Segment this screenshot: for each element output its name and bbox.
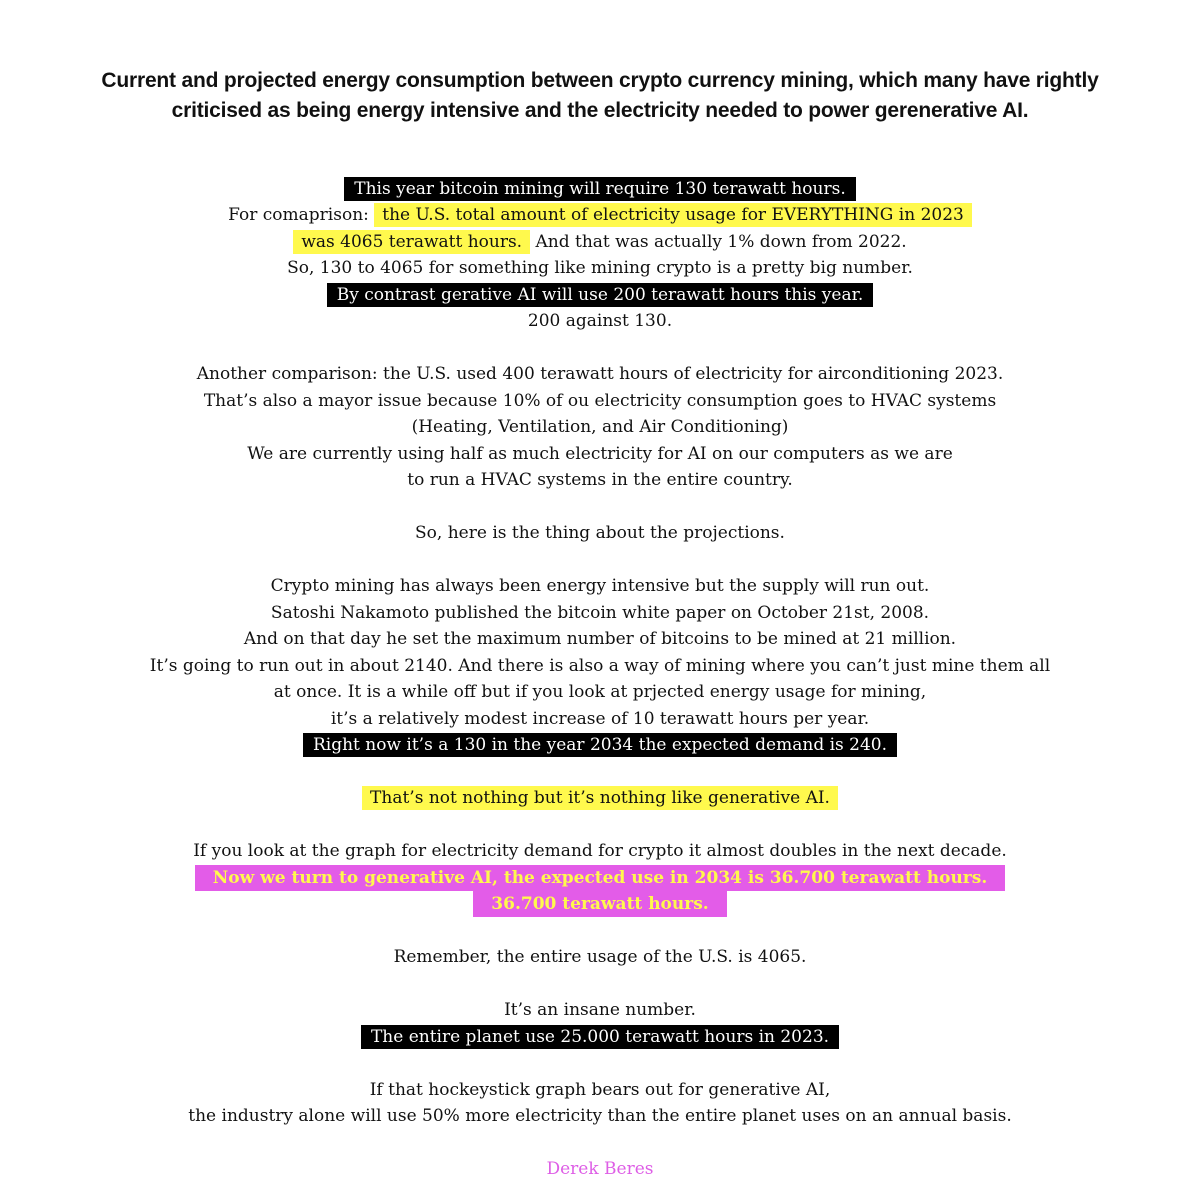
text-line <box>0 1024 1200 1051</box>
black-highlight: This year bitcoin mining will require 130 terawatt hours. <box>344 177 856 201</box>
text-line: If you look at the graph for electricity demand for crypto it almost doubles in the next decade. <box>193 841 1007 861</box>
text-line: Remember, the entire usage of the U.S. is 4065. <box>393 947 807 967</box>
heading-line: Current and projected energy consumption between crypto currency mining, which many have rightly <box>101 69 1099 92</box>
text-line: It’s an insane number. <box>504 1000 696 1020</box>
text-line: to run a HVAC systems in the entire country. <box>407 470 793 490</box>
text-line: it’s a relatively modest increase of 10 terawatt hours per year. <box>330 708 870 729</box>
text-line: We are currently using half as much electricity for AI on our computers as we are <box>247 443 953 464</box>
text-line: That’s also a mayor issue because 10% of ou electricity consumption goes to HVAC systems <box>203 390 997 411</box>
text-line: Another comparison: the U.S. used 400 terawatt hours of electricity for airconditioning 2023. <box>196 364 1004 384</box>
text-line: Satoshi Nakamoto published the bitcoin white paper on October 21st, 2008. <box>270 602 930 623</box>
text-line <box>0 732 1200 759</box>
text-line <box>0 282 1200 309</box>
text-line: And on that day he set the maximum number of bitcoins to be mined at 21 million. <box>243 629 957 649</box>
text-line: So, here is the thing about the projections. <box>415 523 785 543</box>
black-highlight: By contrast gerative AI will use 200 terawatt hours this year. <box>327 283 874 307</box>
black-highlight: The entire planet use 25.000 terawatt hours in 2023. <box>361 1025 839 1049</box>
signature: Derek Beres <box>546 1159 654 1179</box>
text-line <box>0 176 1200 203</box>
text-line: Crypto mining has always been energy intensive but the supply will run out. <box>270 576 930 596</box>
text-line <box>0 202 1200 229</box>
text-line: So, 130 to 4065 for something like mining crypto is a pretty big number. <box>287 258 913 278</box>
text-line: It’s going to run out in about 2140. And there is also a way of mining where you can’t just mine them all <box>149 655 1051 676</box>
text-span: And that was actually 1% down from 2022. <box>530 231 907 252</box>
text-line: (Heating, Ventilation, and Air Conditioning) <box>411 417 789 437</box>
text-line: at once. It is a while off but if you look at prjected energy usage for mining, <box>273 682 927 702</box>
yellow-highlight: the U.S. total amount of electricity usage for EVERYTHING in 2023 <box>374 203 972 227</box>
heading-line: criticised as being energy intensive and the electricity needed to power gerenerative AI. <box>171 99 1029 122</box>
body-text <box>0 149 1200 1183</box>
heading <box>0 66 1200 126</box>
black-highlight: Right now it’s a 130 in the year 2034 the expected demand is 240. <box>303 733 897 757</box>
yellow-highlight: was 4065 terawatt hours. <box>293 230 530 254</box>
text-span: For comaprison: <box>228 205 375 225</box>
text-line: If that hockeystick graph bears out for generative AI, <box>369 1079 831 1100</box>
text-line: 200 against 130. <box>527 311 673 331</box>
text-line <box>0 229 1200 256</box>
text-line: the industry alone will use 50% more electricity than the entire planet uses on an annual basis. <box>188 1106 1012 1126</box>
magenta-highlight: Now we turn to generative AI, the expected use in 2034 is 36.700 terawatt hours. <box>195 865 1006 891</box>
yellow-highlight: That’s not nothing but it’s nothing like generative AI. <box>362 786 838 810</box>
magenta-highlight: 36.700 terawatt hours. <box>473 891 726 917</box>
text-line <box>0 865 1200 892</box>
text-line <box>0 891 1200 918</box>
text-line <box>0 785 1200 812</box>
